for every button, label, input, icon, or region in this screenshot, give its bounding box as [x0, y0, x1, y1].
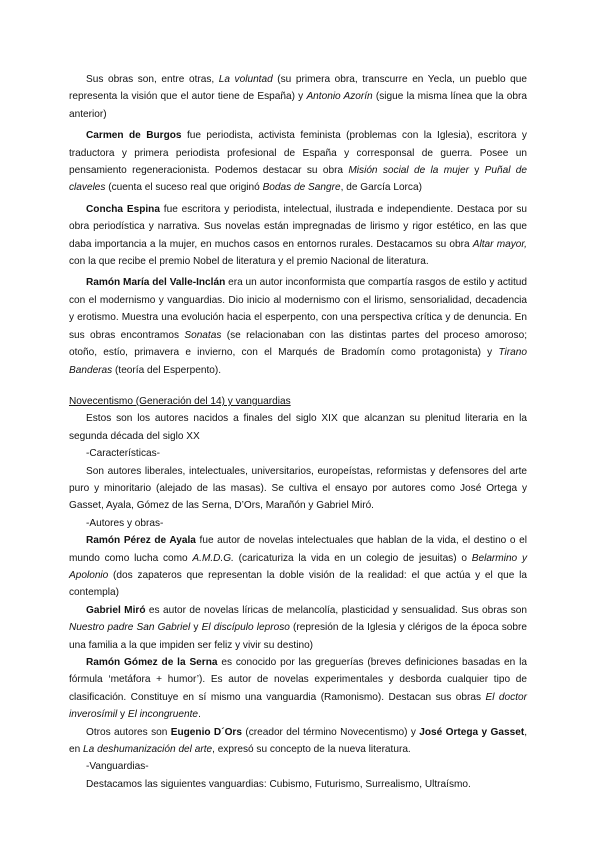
work-title: Sonatas — [184, 329, 222, 341]
paragraph-caracteristicas: Son autores liberales, intelectuales, universitarios, europeístas, reformistas y defensores del arte puro y minoritario (alejado de las masas). Se cultiva el ensayo por autores como José Ortega y Gasset, Ayala, Gómez de las Serna, D’Ors, Marañón y Gabriel Miró. — [69, 465, 527, 512]
paragraph-intro-novecentismo: Estos son los autores nacidos a finales del siglo XIX que alcanzan su plenitud literaria en la segunda década del siglo XX — [69, 413, 527, 442]
paragraph-perez-de-ayala: Ramón Pérez de Ayala fue autor de novelas intelectuales que hablan de la vida, el destino o el mundo como lucha como A.M.D.G. (caricaturiza la vida en un colegio de jesuitas) o Belarmino y Apolonio (dos zapateros que representan la doble visión de la realidad: el que actúa y el que la contempla) — [69, 535, 527, 599]
author-name: Concha Espina — [86, 203, 160, 215]
paragraph-otros-autores: Otros autores son Eugenio D´Ors (creador del término Novecentismo) y José Ortega y Gasset, en La deshumanización del arte, expresó su concepto de la nueva literatura. — [69, 726, 528, 756]
work-title: El discípulo leproso — [201, 622, 290, 634]
paragraph-gomez-de-la-serna: Ramón Gómez de la Serna es conocido por las greguerías (breves definiciones basadas en la fórmula ‘metáfora + humor’). Es autor de novelas experimentales y desborda cualquier tipo de clasificación. Constituye en sí mismo una vanguardia (Ramonismo). Destacan sus obras El doctor inverosímil y El incongruente. — [69, 657, 527, 721]
document-page — [69, 71, 527, 793]
author-name: Eugenio D´Ors — [170, 726, 242, 738]
work-title: El doctor inverosímil — [69, 691, 527, 721]
work-title: La deshumanización del arte — [83, 744, 213, 756]
section-heading: Novecentismo (Generación del 14) y vanguardias — [69, 395, 291, 407]
author-name: Ramón Gómez de la Serna — [86, 657, 218, 668]
work-title: Belarmino y Apolonio — [69, 552, 527, 581]
work-title: Bodas de Sangre — [262, 182, 341, 194]
subheading-caracteristicas: -Características- — [86, 448, 161, 460]
paragraph-azorin-works: Sus obras son, entre otras, La voluntad (su primera obra, transcurre en Yecla, un pueblo que representa la visión que el autor tiene de España) y Antonio Azorín (sigue la misma línea que la obra anterior) — [69, 74, 527, 120]
paragraph-valle-inclan: Ramón María del Valle-Inclán era un autor inconformista que compartía rasgos de estilo y actitud con el modernismo y vanguardias. Dio inicio al modernismo con el lirismo, sensorialidad, decadencia y erotismo. Muestra una evolución hacia el esperpento, con una perspectiva crítica y de denuncia. En sus obras encontramos Sonatas (se relacionaban con las distintas partes del proceso amoroso; otoño, estío, primavera e invierno, con el Marqués de Bradomín como protagonista) y Tirano Banderas (teoría del Esperpento). — [69, 277, 527, 376]
paragraph-vanguardias: Destacamos las siguientes vanguardias: Cubismo, Futurismo, Surrealismo, Ultraísmo. — [86, 778, 471, 790]
author-name: José Ortega y Gasset — [419, 726, 525, 738]
author-name: Ramón María del Valle-Inclán — [86, 277, 226, 289]
work-title: A.M.D.G. — [192, 552, 234, 564]
work-title: Misión social de la mujer — [348, 165, 469, 177]
author-name: Carmen de Burgos — [86, 130, 182, 142]
work-title: Nuestro padre San Gabriel — [69, 622, 191, 634]
work-title: El incongruente — [127, 709, 199, 721]
author-name: Gabriel Miró — [86, 604, 146, 616]
work-title: Antonio Azorín — [306, 91, 373, 103]
work-title: Puñal de claveles — [69, 165, 528, 194]
work-title: La voluntad — [218, 74, 273, 85]
subheading-vanguardias: -Vanguardias- — [86, 761, 149, 773]
paragraph-gabriel-miro: Gabriel Miró es autor de novelas líricas de melancolía, plasticidad y sensualidad. Sus obras son Nuestro padre San Gabriel y El discípulo leproso (represión de la Iglesia y clérigos de la época sobre una familia a la que impiden ser feliz y vivir su destino) — [69, 604, 527, 651]
author-name: Ramón Pérez de Ayala — [86, 535, 196, 547]
subheading-autores-obras: -Autores y obras- — [86, 517, 164, 529]
paragraph-carmen-de-burgos: Carmen de Burgos fue periodista, activista feminista (problemas con la Iglesia), escritora y traductora y primera periodista profesional de España y corresponsal de guerra. Posee un pensamiento regeneracionista. Podemos destacar su obra Misión social de la mujer y Puñal de claveles (cuenta el suceso real que originó Bodas de Sangre, de García Lorca) — [69, 130, 528, 194]
paragraph-concha-espina: Concha Espina fue escritora y periodista, intelectual, ilustrada e independiente. Destaca por su obra periodística y narrativa. Sus novelas están impregnadas de lirismo y rigor estético, en las que daba importancia a la mujer, en muchos casos en entornos rurales. Destacamos su obra Altar mayor, con la que recibe el premio Nobel de literatura y el premio Nacional de literatura. — [69, 203, 527, 268]
work-title: Altar mayor, — [472, 238, 527, 250]
work-title: Tirano Banderas — [69, 347, 527, 376]
